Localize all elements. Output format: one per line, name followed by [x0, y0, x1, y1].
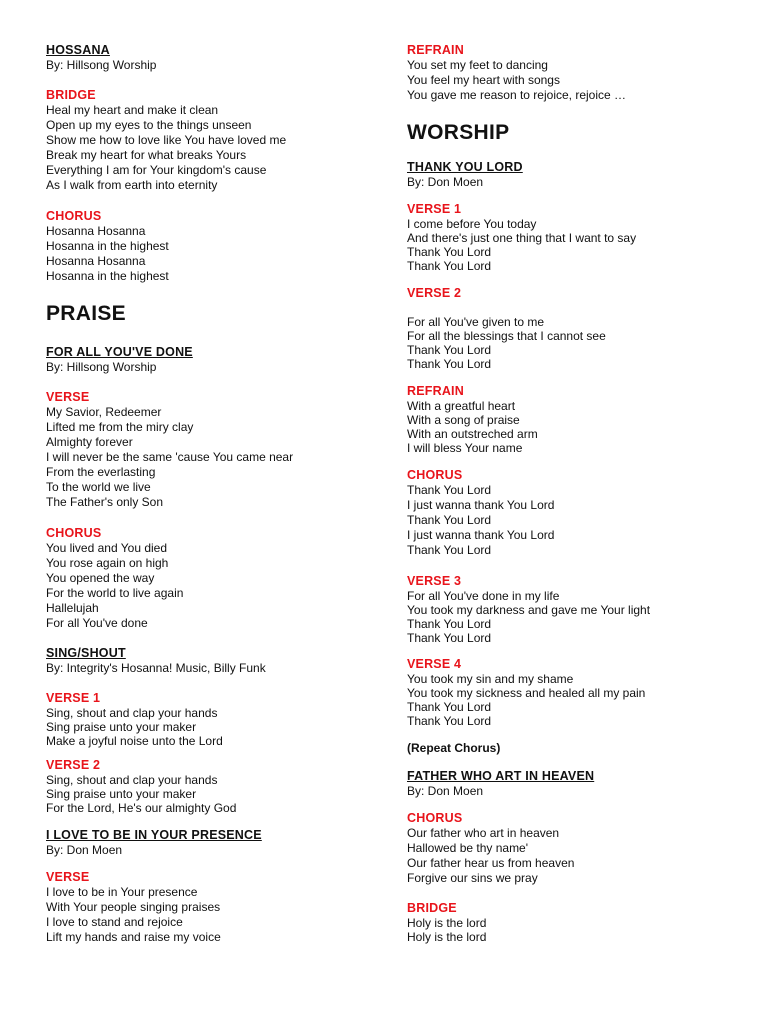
- section-chorus: [407, 811, 574, 886]
- lyric-line: I will bless Your name: [407, 441, 523, 455]
- lyrics: [407, 483, 554, 558]
- lyrics: [407, 58, 626, 103]
- section-label: VERSE 2: [46, 758, 101, 772]
- song-title: SING/SHOUT: [46, 646, 126, 660]
- lyric-line: I will never be the same 'cause You came near: [46, 450, 294, 464]
- lyric-line: Thank You Lord: [407, 483, 492, 497]
- lyric-line: For all the blessings that I cannot see: [407, 329, 606, 343]
- section-verse-2: [46, 758, 236, 815]
- lyrics: [46, 103, 286, 193]
- lyric-line: Sing praise unto your maker: [46, 787, 197, 801]
- lyric-line: The Father's only Son: [46, 495, 164, 509]
- lyric-line: For all You've given to me: [407, 315, 545, 329]
- lyrics: [46, 706, 223, 748]
- category-heading-praise: PRAISE: [46, 302, 126, 325]
- section-verse-1: [407, 202, 636, 273]
- lyric-line: With Your people singing praises: [46, 900, 221, 914]
- song-author: By: Hillsong Worship: [46, 360, 157, 374]
- lyric-line: Thank You Lord: [407, 259, 492, 273]
- lyric-line: Thank You Lord: [407, 543, 492, 557]
- lyric-line: You rose again on high: [46, 556, 169, 570]
- song-i-love-to-be-in-your-presence: [46, 828, 262, 858]
- lyric-line: I love to be in Your presence: [46, 885, 198, 899]
- lyric-line: Sing, shout and clap your hands: [46, 773, 218, 787]
- song-for-all-youve-done: [46, 345, 193, 375]
- lyric-line: Thank You Lord: [407, 343, 492, 357]
- lyric-line: From the everlasting: [46, 465, 156, 479]
- lyric-line: Lift my hands and raise my voice: [46, 930, 221, 944]
- lyric-line: And there's just one thing that I want to say: [407, 231, 637, 245]
- lyric-line: You feel my heart with songs: [407, 73, 560, 87]
- lyric-line: I come before You today: [407, 217, 537, 231]
- lyric-line: Everything I am for Your kingdom's cause: [46, 163, 267, 177]
- lyric-line: You gave me reason to rejoice, rejoice …: [407, 88, 627, 102]
- section-bridge: [46, 88, 286, 193]
- song-author: By: Don Moen: [46, 843, 123, 857]
- lyric-line: For all You've done: [46, 616, 148, 630]
- song-father-who-art-in-heaven: [407, 769, 594, 799]
- lyric-line: Lifted me from the miry clay: [46, 420, 194, 434]
- song-author: By: Hillsong Worship: [46, 58, 157, 72]
- lyric-line: Thank You Lord: [407, 631, 492, 645]
- lyric-line: Sing, shout and clap your hands: [46, 706, 218, 720]
- lyrics: [46, 224, 169, 284]
- lyrics: [46, 541, 183, 631]
- song-sing-shout: [46, 646, 266, 676]
- lyric-line: Almighty forever: [46, 435, 133, 449]
- category-heading-worship: WORSHIP: [407, 121, 510, 144]
- section-label: REFRAIN: [407, 384, 464, 398]
- song-title: THANK YOU LORD: [407, 160, 523, 174]
- lyric-line: Our father who art in heaven: [407, 826, 560, 840]
- lyric-line: You took my darkness and gave me Your light: [407, 603, 651, 617]
- lyric-line: Show me how to love like You have loved me: [46, 133, 287, 147]
- section-label: BRIDGE: [46, 88, 96, 102]
- lyric-line: Hallowed be thy name': [407, 841, 529, 855]
- song-title: HOSSANA: [46, 43, 110, 57]
- lyric-line: For the world to live again: [46, 586, 184, 600]
- lyric-line: For the Lord, He's our almighty God: [46, 801, 237, 815]
- lyric-line: Our father hear us from heaven: [407, 856, 575, 870]
- lyric-line: You took my sickness and healed all my pain: [407, 686, 646, 700]
- section-label: VERSE: [46, 390, 90, 404]
- lyric-line: Sing praise unto your maker: [46, 720, 197, 734]
- section-verse-4: [407, 657, 645, 728]
- lyric-line: Hallelujah: [46, 601, 99, 615]
- lyric-line: To the world we live: [46, 480, 151, 494]
- lyric-line: Holy is the lord: [407, 930, 487, 944]
- lyric-line: Forgive our sins we pray: [407, 871, 538, 885]
- lyrics: [407, 589, 650, 645]
- lyric-line: With a greatful heart: [407, 399, 516, 413]
- repeat-chorus-note: (Repeat Chorus): [407, 741, 501, 755]
- lyrics: [407, 826, 574, 886]
- lyric-line: Thank You Lord: [407, 245, 492, 259]
- section-label: VERSE 1: [46, 691, 101, 705]
- section-label: BRIDGE: [407, 901, 457, 915]
- song-title: FOR ALL YOU'VE DONE: [46, 345, 193, 359]
- section-verse: [46, 870, 221, 945]
- lyric-line: Open up my eyes to the things unseen: [46, 118, 252, 132]
- lyric-line: With an outstreched arm: [407, 427, 538, 441]
- lyric-line: Thank You Lord: [407, 513, 492, 527]
- section-label: CHORUS: [46, 209, 102, 223]
- lyric-line: You opened the way: [46, 571, 155, 585]
- lyric-line: Holy is the lord: [407, 916, 487, 930]
- lyric-line: Thank You Lord: [407, 700, 492, 714]
- section-label: CHORUS: [46, 526, 102, 540]
- section-verse-1: [46, 691, 223, 748]
- section-refrain: [407, 384, 538, 455]
- section-verse-2: [407, 286, 606, 371]
- section-label: VERSE 2: [407, 286, 462, 300]
- lyric-line: Thank You Lord: [407, 357, 492, 371]
- lyric-line: With a song of praise: [407, 413, 520, 427]
- lyric-line: You took my sin and my shame: [407, 672, 574, 686]
- lyric-line: I just wanna thank You Lord: [407, 498, 555, 512]
- lyric-line: You set my feet to dancing: [407, 58, 548, 72]
- section-label: VERSE 1: [407, 202, 462, 216]
- lyrics: [407, 217, 636, 273]
- blank-line: [407, 301, 606, 315]
- lyrics: [407, 916, 486, 944]
- lyric-line: Hosanna Hosanna: [46, 224, 146, 238]
- lyric-line: Thank You Lord: [407, 714, 492, 728]
- lyric-line: Heal my heart and make it clean: [46, 103, 219, 117]
- song-title: FATHER WHO ART IN HEAVEN: [407, 769, 595, 783]
- section-chorus: [46, 209, 169, 284]
- lyric-line: Hosanna in the highest: [46, 239, 169, 253]
- section-label: REFRAIN: [407, 43, 464, 57]
- lyric-line: Break my heart for what breaks Yours: [46, 148, 247, 162]
- section-verse-3: [407, 574, 650, 645]
- section-label: CHORUS: [407, 468, 463, 482]
- section-label: VERSE: [46, 870, 90, 884]
- lyrics: [407, 315, 606, 371]
- song-title: I LOVE TO BE IN YOUR PRESENCE: [46, 828, 262, 842]
- song-author: By: Don Moen: [407, 784, 484, 798]
- section-label: VERSE 3: [407, 574, 462, 588]
- section-label: CHORUS: [407, 811, 463, 825]
- song-author: By: Integrity's Hosanna! Music, Billy Funk: [46, 661, 266, 675]
- lyric-line: My Savior, Redeemer: [46, 405, 162, 419]
- lyric-line: Thank You Lord: [407, 617, 492, 631]
- lyric-line: As I walk from earth into eternity: [46, 178, 218, 192]
- lyric-line: Hosanna in the highest: [46, 269, 169, 283]
- lyric-line: I just wanna thank You Lord: [407, 528, 555, 542]
- lyrics: [407, 399, 538, 455]
- section-chorus: [46, 526, 183, 631]
- song-thank-you-lord: [407, 160, 523, 190]
- section-verse: [46, 390, 293, 510]
- lyrics: [46, 885, 221, 945]
- lyrics: [46, 773, 236, 815]
- section-label: VERSE 4: [407, 657, 462, 671]
- lyric-line: You lived and You died: [46, 541, 168, 555]
- section-refrain: [407, 43, 626, 103]
- section-chorus: [407, 468, 554, 558]
- lyrics: [407, 672, 645, 728]
- lyric-line: For all You've done in my life: [407, 589, 560, 603]
- lyric-line: Hosanna Hosanna: [46, 254, 146, 268]
- song-author: By: Don Moen: [407, 175, 484, 189]
- section-bridge: [407, 901, 486, 944]
- lyrics: [46, 405, 293, 510]
- song-hossana: [46, 43, 156, 73]
- lyric-line: Make a joyful noise unto the Lord: [46, 734, 223, 748]
- lyric-line: I love to stand and rejoice: [46, 915, 183, 929]
